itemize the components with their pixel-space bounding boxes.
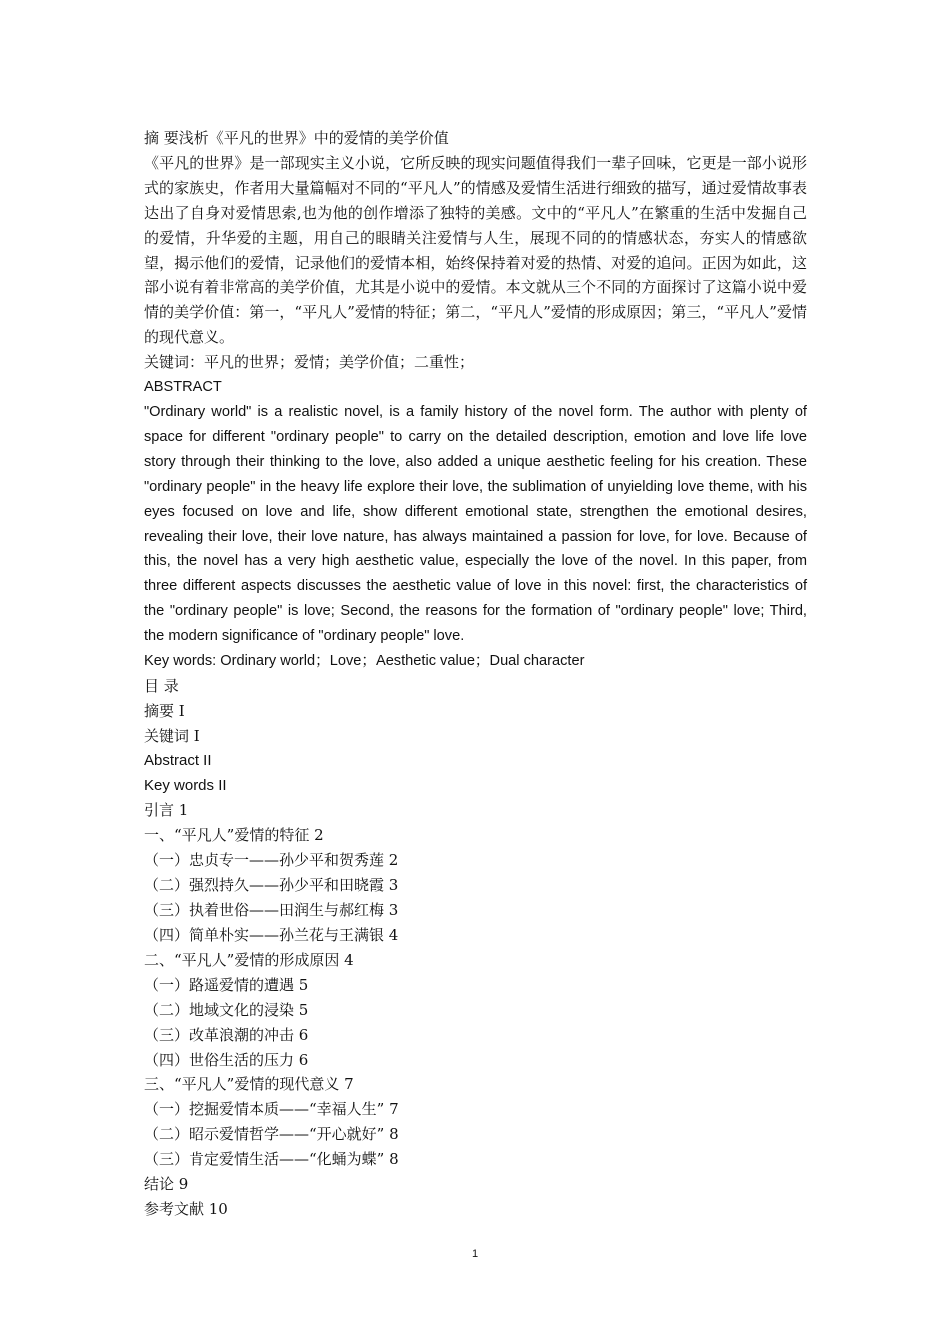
abstract-chinese: 《平凡的世界》是一部现实主义小说，它所反映的现实问题值得我们一辈子回味，它更是一部小说形式的家族史，作者用大量篇幅对不同的“平凡人”的情感及爱情生活进行细致的描写，通过爱情故事表达出了自身对爱情思索,也为他的创作增添了独特的美感。文中的“平凡人”在繁重的生活中发掘自己的爱情，升华爱的主题，用自己的眼睛关注爱情与人生，展现不同的的情感状态，夯实人的情感欲望，揭示他们的爱情，记录他们的爱情本相，始终保持着对爱的热情、对爱的追问。正因为如此，这部小说有着非常高的美学价值，尤其是小说中的爱情。本文就从三个不同的方面探讨了这篇小说中爱情的美学价值：第一，“平凡人”爱情的特征；第二，“平凡人”爱情的形成原因；第三，“平凡人”爱情的现代意义。 [144,153,807,347]
toc-item: 引言 1 [144,801,189,820]
toc-item: 一、“平凡人”爱情的特征 2 [144,826,324,845]
toc-item: （三）执着世俗——田润生与郝红梅 3 [144,901,399,920]
toc-item: 关键词 I [144,726,200,745]
toc-item: （三）肯定爱情生活——“化蛹为蝶” 8 [144,1150,399,1169]
toc-item: 二、“平凡人”爱情的形成原因 4 [144,950,354,969]
toc-item: （一）挖掘爱情本质——“幸福人生” 7 [144,1100,399,1119]
document-body [144,126,807,1222]
page-title: 摘 要浅析《平凡的世界》中的爱情的美学价值 [144,129,449,147]
toc-item: （四）世俗生活的压力 6 [144,1050,309,1069]
toc-item: （二）地域文化的浸染 5 [144,1000,309,1019]
toc-item: （二）昭示爱情哲学——“开心就好” 8 [144,1125,399,1144]
keywords-english: Key words: Ordinary world；Love；Aesthetic value；Dual character [144,653,585,670]
toc-heading: 目 录 [144,676,179,695]
toc-item: （一）路遥爱情的遭遇 5 [144,975,309,994]
toc-item: （二）强烈持久——孙少平和田晓霞 3 [144,876,399,895]
toc-item: 三、“平凡人”爱情的现代意义 7 [144,1075,354,1094]
toc-item: Abstract II [144,751,212,769]
abstract-heading: ABSTRACT [144,379,222,396]
keywords-chinese: 关键词：平凡的世界；爱情；美学价值；二重性； [144,353,475,372]
toc-item: 参考文献 10 [144,1199,228,1218]
toc-item: Key words II [144,776,227,794]
page-number: 1 [471,1248,479,1260]
toc-item: （一）忠贞专一——孙少平和贺秀莲 2 [144,851,399,870]
toc-item: （四）简单朴实——孙兰花与王满银 4 [144,926,399,944]
table-of-contents [144,674,807,1222]
toc-item: （三）改革浪潮的冲击 6 [144,1025,309,1044]
toc-item: 摘要 I [144,701,185,720]
abstract-english: "Ordinary world" is a realistic novel, is a family history of the novel form. The author with plenty of space for different "ordinary people" to carry on the detailed description, emotion and love life love story through their thinking to the love, also added a unique aesthetic feeling for his creation. These "ordinary people" in the heavy life explore their love, the sublimation of unyielding love theme, with his eyes focused on love and life, show different emotional state, strengthen the emotional desires, revealing their love, their love nature, has always maintained a passion for love, for love. Because of this, the novel has a very high aesthetic value, especially the love of the novel. In this paper, from three different aspects discusses the aesthetic value of love in this novel: first, the characteristics of the "ordinary people" is love; Second, the reasons for the formation of "ordinary people" love; Third, the modern significance of "ordinary people" love. [144,403,807,645]
toc-item: 结论 9 [144,1175,189,1194]
